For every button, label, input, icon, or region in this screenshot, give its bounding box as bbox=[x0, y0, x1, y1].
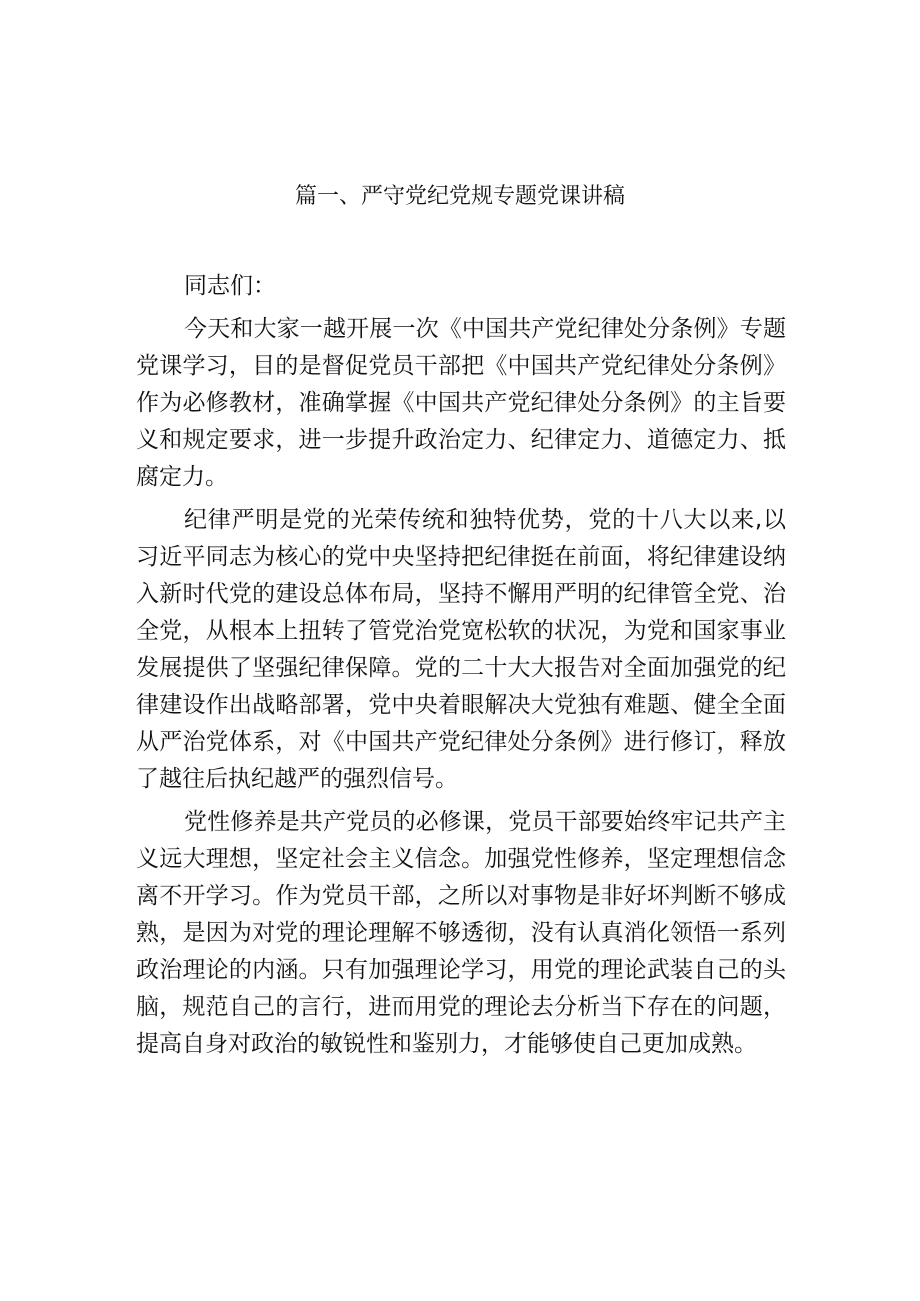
paragraph-3: 党性修养是共产党员的必修课，党员干部要始终牢记共产主义远大理想，坚定社会主义信念。加强党性修养，坚定理想信念离不开学习。作为党员干部，之所以对事物是非好坏判断不够成熟，是因为对党的理论理解不够透彻，没有认真消化领悟一系列政治理论的内涵。只有加强理论学习，用党的理论武装自己的头脑，规范自己的言行，进而用党的理论去分析当下存在的问题，提高自身对政治的敏锐性和鉴别力，才能够使自己更加成熟。 bbox=[136, 809, 786, 1057]
greeting: 同志们： bbox=[184, 273, 276, 299]
paragraph-1: 今天和大家一越开展一次《中国共产党纪律处分条例》专题党课学习，目的是督促党员干部把《中国共产党纪律处分条例》作为必修教材，准确掌握《中国共产党纪律处分条例》的主旨要义和规定要求，进一步提升政治定力、纪律定力、道德定力、抵腐定力。 bbox=[136, 316, 786, 490]
document-title: 篇一、严守党纪党规专题党课讲稿 bbox=[294, 183, 625, 209]
paragraph-2: 纪律严明是党的光荣传统和独特优势，党的十八大以来,以习近平同志为核心的党中央坚持把纪律挺在前面，将纪律建设纳入新时代党的建设总体布局，坚持不懈用严明的纪律管全党、治全党，从根本上扭转了管党治党宽松软的状况，为党和国家事业发展提供了坚强纪律保障。党的二十大大报告对全面加强党的纪律建设作出战略部署，党中央着眼解决大党独有难题、健全全面从严治党体系，对《中国共产党纪律处分条例》进行修订，释放了越往后执纪越严的强烈信号。 bbox=[136, 507, 786, 792]
document-body bbox=[136, 268, 786, 1063]
